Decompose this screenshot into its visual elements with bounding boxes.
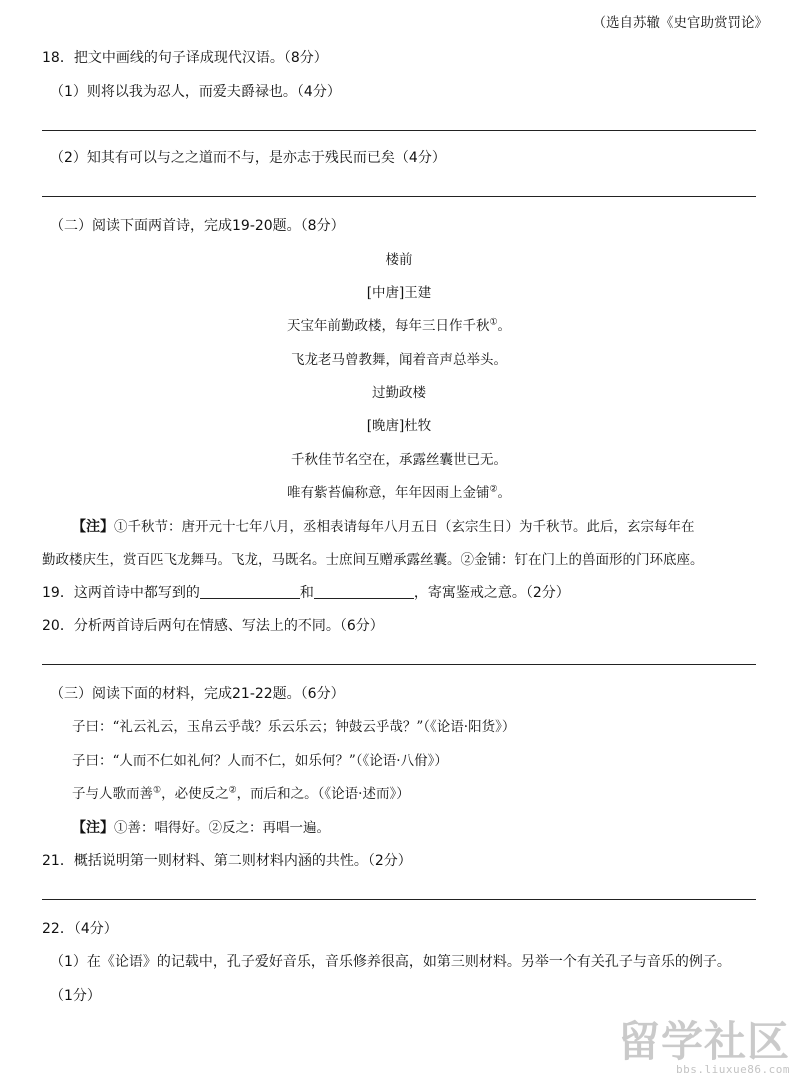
site-watermark <box>617 1017 790 1076</box>
note-label: 【注】 <box>72 820 114 836</box>
question-19: 19．这两首诗中都写到的 和 ，寄寓鉴戒之意。（2分） <box>42 585 570 601</box>
poem-1-line-2: 飞龙老马曾教舞，闻着音声总举头。 <box>291 352 507 368</box>
section-2-header: （二）阅读下面两首诗，完成19-20题。（8分） <box>50 218 345 234</box>
answer-line <box>42 899 756 900</box>
question-18-stem: 18．把文中画线的句子译成现代汉语。（8分） <box>42 50 328 66</box>
poem-2-title: 过勤政楼 <box>372 385 426 401</box>
watermark-url: bbs.liuxue86.com <box>676 1063 790 1076</box>
footnote-mark: ② <box>228 785 237 796</box>
poem-1-title: 楼前 <box>385 252 413 268</box>
poem-2-line-1: 千秋佳节名空在，承露丝囊世已无。 <box>291 452 507 468</box>
footnote-mark: ① <box>489 317 498 328</box>
poem-note-line-1: 【注】①千秋节：唐开元十七年八月，丞相表请每年八月五日（玄宗生日）为千秋节。此后，玄宗每年在 <box>72 519 695 535</box>
fill-blank-2[interactable] <box>314 584 414 599</box>
answer-line <box>42 130 756 131</box>
fill-blank-1[interactable] <box>200 584 300 599</box>
watermark-logo-text: 留学社区 <box>617 1017 790 1066</box>
section-3-header: （三）阅读下面的材料，完成21-22题。（6分） <box>50 686 345 702</box>
question-18-part-1: （1）则将以我为忍人，而爱夫爵禄也。（4分） <box>50 84 341 100</box>
material-note: 【注】①善：唱得好。②反之：再唱一遍。 <box>72 820 330 836</box>
poem-2-author: [晚唐]杜牧 <box>366 418 432 434</box>
footnote-mark: ① <box>153 785 162 796</box>
note-label: 【注】 <box>72 519 114 535</box>
question-21: 21．概括说明第一则材料、第二则材料内涵的共性。（2分） <box>42 853 412 869</box>
material-1: 子曰：“礼云礼云，玉帛云乎哉？乐云乐云；钟鼓云乎哉？”（《论语·阳货》） <box>72 719 516 735</box>
poem-2-line-2: 唯有紫苔偏称意，年年因雨上金铺②。 <box>286 484 512 501</box>
poem-1-author: [中唐]王建 <box>366 285 432 301</box>
material-2: 子曰：“人而不仁如礼何？人而不仁，如乐何？”（《论语·八佾》） <box>72 753 448 769</box>
material-3: 子与人歌而善①，必使反之②，而后和之。（《论语·述而》） <box>72 785 410 802</box>
poem-1-line-1: 天宝年前勤政楼，每年三日作千秋①。 <box>286 317 512 334</box>
question-18-part-2: （2）知其有可以与之之道而不与，是亦志于残民而已矣（4分） <box>50 150 446 166</box>
answer-line <box>42 196 756 197</box>
source-citation: （选自苏辙《史官助赏罚论》 <box>592 15 768 31</box>
answer-line <box>42 664 756 665</box>
question-22: 22．（4分） <box>42 921 118 937</box>
question-22-part-1: （1）在《论语》的记载中，孔子爱好音乐，音乐修养很高，如第三则材料。另举一个有关孔子与音乐的例子。 <box>50 954 731 970</box>
question-22-part-1-score: （1分） <box>50 988 101 1004</box>
question-20: 20．分析两首诗后两句在情感、写法上的不同。（6分） <box>42 618 384 634</box>
poem-note-line-2: 勤政楼庆生，赏百匹飞龙舞马。飞龙，马既名。士庶间互赠承露丝囊。②金铺：钉在门上的兽面形的门环底座。 <box>42 552 704 568</box>
footnote-mark: ② <box>489 484 498 495</box>
